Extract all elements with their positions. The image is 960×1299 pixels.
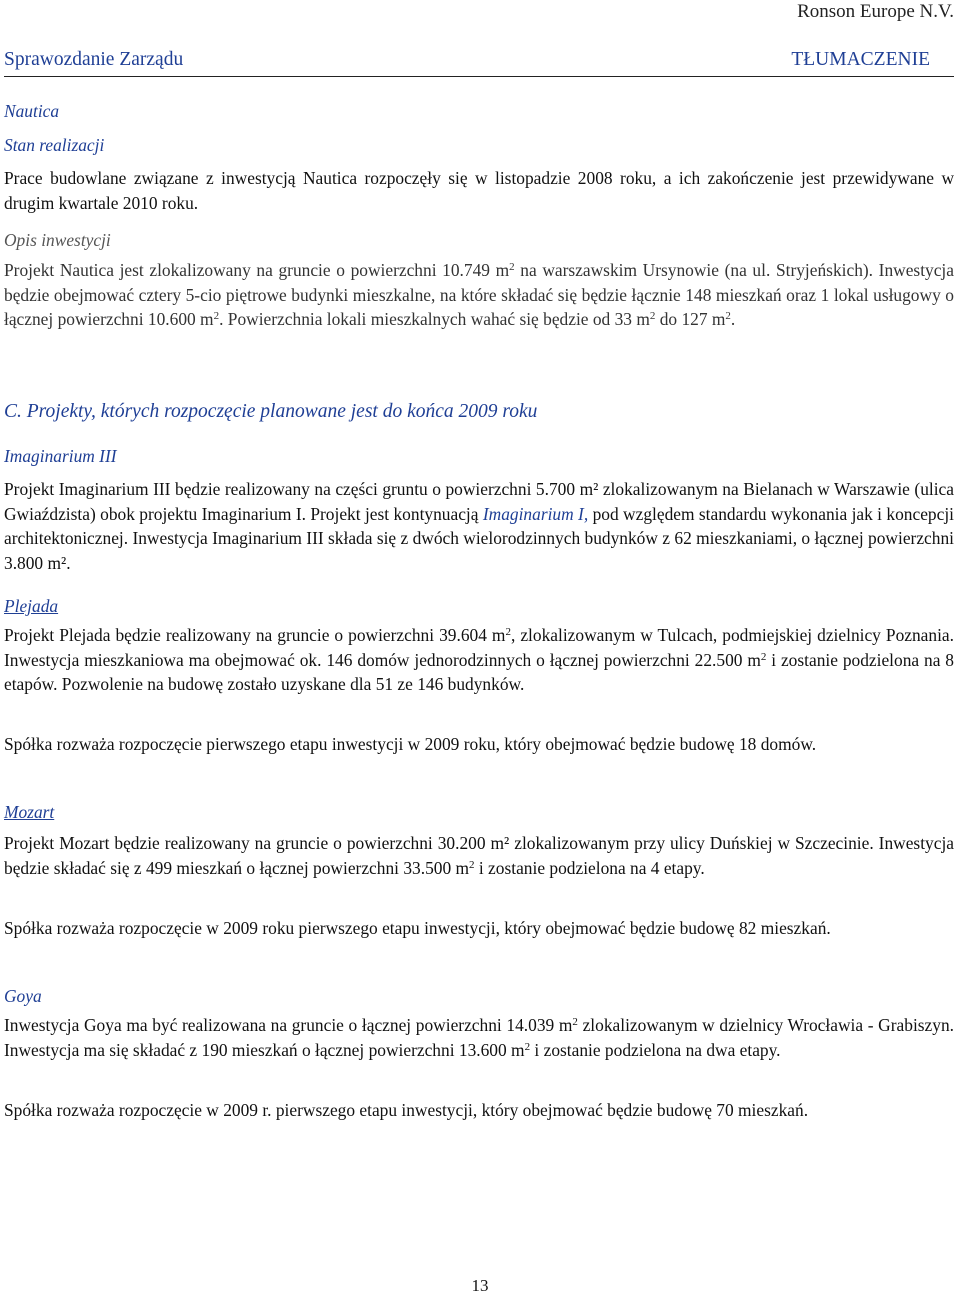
mozart-text: Projekt Mozart będzie realizowany na gruncie o powierzchni 30.200 m² zlokalizowanym przy ulicy Duńskiej w Szczecinie. Inwestycja będzie składać się z 499 mieszkań o łącznej powierzchni 33.500 $m^2$ i zostanie podzielona na 4 etapy.	[4, 833, 954, 878]
mozart-heading: Mozart	[4, 802, 55, 822]
goya-text: Inwestycja Goya ma być realizowana na gruncie o łącznej powierzchni 14.039 $m^2$ zlokalizowanym w dzielnicy Wrocławia - Grabiszyn. Inwestycja ma się składać z 190 mieszkań o łącznej powierzchni 13.600 $m^2$ i zostanie podzielona na dwa etapy.	[4, 1015, 954, 1060]
plejada-text: Projekt Plejada będzie realizowany na gruncie o powierzchni 39.604 $m^2$, zlokalizowanym w Tulcach, podmiejskiej dzielnicy Poznania. Inwestycja mieszkaniowa ma obejmować ok. 146 domów jednorodzinnych o łącznej powierzchni 22.500 $m^2$ i zostanie podzielona na 8 etapów. Pozwolenie na budowę zostało uzyskane dla 51 ze 146 budynków.	[4, 625, 954, 694]
translation-label: TŁUMACZENIE	[791, 49, 930, 70]
goya-heading: Goya	[4, 986, 42, 1006]
nautica-status-heading: Stan realizacji	[4, 135, 105, 155]
imaginarium-text: Projekt Imaginarium III będzie realizowany na części gruntu o powierzchni 5.700 m² zlokalizowanym na Bielanach w Warszawie (ulica Gwiaździsta) obok projektu Imaginarium I. Projekt jest kontynuacją Imaginarium I, pod względem standardu wykonania jak i koncepcji architektonicznej. Inwestycja Imaginarium III składa się z dwóch wielorodzinnych budynków z 62 mieszkaniami, o łącznej powierzchni 3.800 m².	[4, 479, 954, 573]
imaginarium-heading: Imaginarium III	[4, 446, 117, 466]
section-c-heading: C. Projekty, których rozpoczęcie planowane jest do końca 2009 roku	[4, 401, 538, 422]
page-number: 13	[471, 1276, 489, 1295]
report-title: Sprawozdanie Zarządu	[4, 49, 184, 70]
plejada-plan: Spółka rozważa rozpoczęcie pierwszego etapu inwestycji w 2009 roku, który obejmować będzie budowę 18 domów.	[4, 734, 817, 754]
nautica-status-text: Prace budowlane związane z inwestycją Nautica rozpoczęły się w listopadzie 2008 roku, a ich zakończenie jest przewidywane w drugim kwartale 2010 roku.	[4, 168, 954, 213]
nautica-description: Projekt Nautica jest zlokalizowany na gruncie o powierzchni 10.749 $m^2$ na warszawskim Ursynowie (na ul. Stryjeńskich). Inwestycja będzie obejmować cztery 5-cio piętrowe budynki mieszkalne, na które składać się będzie łącznie 148 mieszkań oraz 1 lokal usługowy o łącznej powierzchni 10.600 $m^2$. Powierzchnia lokali mieszkalnych wahać się będzie od 33 $m^2$ do 127 $m^2$.	[4, 260, 954, 329]
goya-plan: Spółka rozważa rozpoczęcie w 2009 r. pierwszego etapu inwestycji, który obejmować będzie budowę 70 mieszkań.	[4, 1100, 809, 1120]
plejada-heading: Plejada	[4, 596, 59, 616]
page-header	[4, 48, 954, 77]
nautica-heading: Nautica	[4, 101, 60, 121]
nautica-description-heading: Opis inwestycji	[4, 230, 111, 250]
company-name: Ronson Europe N.V.	[797, 1, 954, 22]
mozart-plan: Spółka rozważa rozpoczęcie w 2009 roku pierwszego etapu inwestycji, który obejmować będzie budowę 82 mieszkań.	[4, 918, 831, 938]
